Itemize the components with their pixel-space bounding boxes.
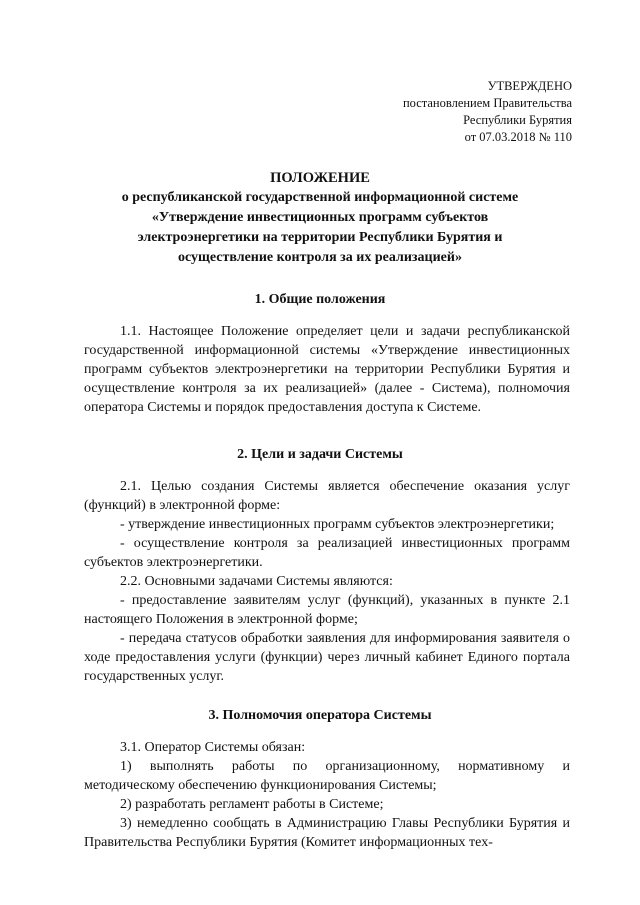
title-line-3: «Утверждение инвестиционных программ субъектов xyxy=(151,210,489,225)
section-2-heading: 2. Цели и задачи Системы xyxy=(237,447,403,462)
approval-stamp xyxy=(403,78,572,146)
title-line-5: осуществление контроля за их реализацией» xyxy=(178,250,462,265)
section-3-body xyxy=(84,738,570,852)
approval-line-2: постановлением Правительства xyxy=(402,96,572,110)
section-3-paragraph-2: 1) выполнять работы по организационному, нормативному и методическому обеспечению функционирования Системы; xyxy=(84,759,570,793)
section-3-paragraph-3: 2) разработать регламент работы в Системе; xyxy=(120,797,384,812)
approval-line-4: от 07.03.2018 № 110 xyxy=(464,130,572,144)
section-2-paragraph-1: 2.1. Целью создания Системы является обеспечение оказания услуг (функций) в электронной форме: xyxy=(84,479,570,513)
section-2-paragraph-3: - осуществление контроля за реализацией инвестиционных программ субъектов электроэнергетики. xyxy=(84,536,570,570)
section-3-paragraph-1: 3.1. Оператор Системы обязан: xyxy=(120,740,306,755)
section-3-paragraph-4: 3) немедленно сообщать в Администрацию Главы Республики Бурятия и Правительства Республики Бурятия (Комитет информационных тех- xyxy=(84,816,570,850)
section-1-paragraph-1: 1.1. Настоящее Положение определяет цели и задачи республиканской государственной информационной системы «Утверждение инвестиционных программ субъектов электроэнергетики на территории Республики Бурятия и осуществление контроля за их реализацией» (далее - Система), полномочия оператора Системы и порядок предоставления доступа к Системе. xyxy=(84,324,570,415)
section-2-body xyxy=(84,477,570,686)
section-1-body xyxy=(84,322,570,417)
section-2-paragraph-6: - передача статусов обработки заявления для информирования заявителя о ходе предоставления услуги (функции) через личный кабинет Единого портала государственных услуг. xyxy=(84,631,570,684)
title-main: ПОЛОЖЕНИЕ xyxy=(270,170,370,186)
approval-line-3: Республики Бурятия xyxy=(463,113,572,127)
section-2-paragraph-2: - утверждение инвестиционных программ субъектов электроэнергетики; xyxy=(120,517,555,532)
section-1-heading: 1. Общие положения xyxy=(254,292,386,307)
section-2-paragraph-5: - предоставление заявителям услуг (функций), указанных в пункте 2.1 настоящего Положения в электронной форме; xyxy=(84,593,570,627)
section-3-heading: 3. Полномочия оператора Системы xyxy=(208,708,432,723)
section-2-paragraph-4: 2.2. Основными задачами Системы являются: xyxy=(120,574,393,589)
title-line-4: электроэнергетики на территории Республики Бурятия и xyxy=(137,230,503,245)
document-title xyxy=(80,168,560,268)
approval-line-1: УТВЕРЖДЕНО xyxy=(487,79,572,93)
title-line-2: о республиканской государственной информационной системе xyxy=(121,190,519,205)
